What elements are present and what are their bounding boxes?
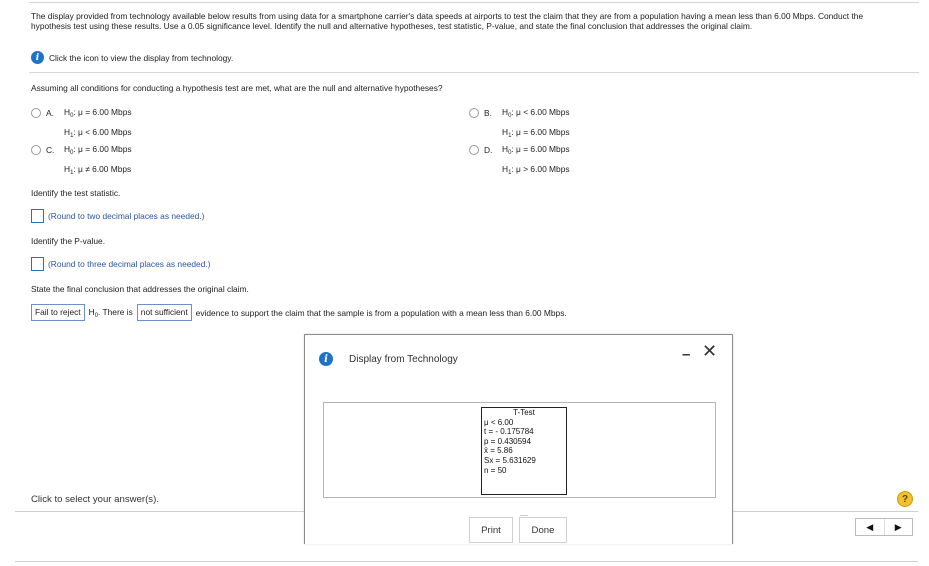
option-d-letter: D. (484, 145, 493, 155)
option-c[interactable] (31, 144, 132, 181)
p-value-hint: (Round to three decimal places as needed.) (48, 259, 211, 269)
dialog-title: Display from Technology (349, 354, 458, 365)
option-a-radio[interactable] (31, 108, 41, 118)
t-test-title: T-Test (513, 408, 535, 417)
minimize-icon[interactable]: – (682, 346, 691, 363)
hypotheses-question: Assuming all conditions for conducting a hypothesis test are met, what are the null and alternative hypotheses? (31, 83, 443, 93)
option-c-radio[interactable] (31, 145, 41, 155)
option-d-radio[interactable] (469, 145, 479, 155)
option-c-h1: : μ ≠ 6.00 Mbps (73, 163, 132, 174)
option-a-letter: A. (46, 108, 54, 118)
previous-arrow-icon[interactable]: ◀ (866, 521, 874, 532)
reject-decision-dropdown[interactable]: Fail to reject (31, 304, 85, 321)
option-c-hypotheses: $H_0$: μ = 6.00 Mbps $H_1$: μ ≠ 6.00 Mbps (64, 144, 132, 176)
close-icon[interactable]: ✕ (702, 341, 718, 361)
t-test-line: μ < 6.00 (484, 417, 514, 427)
conclusion-claim-text: evidence to support the claim that the sample is from a population with a mean less than 6.00 Mbps. (195, 307, 567, 318)
footer-divider (15, 561, 918, 562)
option-b-letter: B. (484, 108, 492, 118)
option-b-h0: : μ < 6.00 Mbps (511, 107, 570, 117)
dialog-separator (520, 515, 528, 516)
option-a-hypotheses: $H_0$: μ = 6.00 Mbps $H_1$: μ < 6.00 Mbps (64, 107, 132, 139)
option-b-h1: : μ = 6.00 Mbps (511, 126, 570, 137)
option-a-h0: : μ = 6.00 Mbps (73, 107, 132, 117)
print-button[interactable]: Print (469, 517, 513, 543)
t-test-output (481, 407, 567, 495)
final-conclusion-sentence (31, 304, 567, 321)
option-d-h1: : μ > 6.00 Mbps (511, 163, 570, 174)
p-value-label: Identify the P-value. (31, 236, 106, 246)
option-b-radio[interactable] (469, 108, 479, 118)
conclusion-h0: $H_0$. There is (88, 306, 133, 319)
help-icon[interactable]: ? (897, 491, 913, 507)
option-c-h0: : μ = 6.00 Mbps (73, 144, 132, 154)
info-link-text[interactable]: Click the icon to view the display from technology. (49, 52, 234, 63)
evidence-dropdown[interactable]: not sufficient (137, 304, 192, 321)
option-a[interactable] (31, 107, 132, 144)
t-test-line: p = 0.430594 (484, 436, 531, 446)
option-a-h1: : μ < 6.00 Mbps (73, 126, 132, 137)
next-arrow-icon[interactable]: ▶ (884, 519, 913, 535)
option-d-h0: : μ = 6.00 Mbps (511, 144, 570, 154)
info-icon[interactable]: i (31, 51, 44, 64)
option-d[interactable] (469, 144, 570, 181)
final-conclusion-label: State the final conclusion that addresses the original claim. (31, 284, 249, 294)
technology-output-panel (323, 402, 716, 498)
done-button[interactable]: Done (519, 517, 567, 543)
p-value-input[interactable] (31, 257, 44, 271)
question-navigation (855, 518, 913, 536)
dialog-info-icon: i (319, 352, 333, 366)
technology-display-dialog (304, 334, 733, 544)
t-test-line: x̄ = 5.86 (484, 446, 513, 456)
test-statistic-input[interactable] (31, 209, 44, 223)
option-c-letter: C. (46, 145, 55, 155)
test-statistic-label: Identify the test statistic. (31, 188, 121, 198)
option-b[interactable] (469, 107, 570, 144)
t-test-line: Sx = 5.631629 (484, 455, 536, 465)
test-statistic-hint: (Round to two decimal places as needed.) (48, 211, 205, 221)
t-test-line: n = 50 (484, 465, 507, 475)
option-d-hypotheses: $H_0$: μ = 6.00 Mbps $H_1$: μ > 6.00 Mbps (502, 144, 570, 176)
problem-statement: The display provided from technology available below results from using data for a smartphone carrier's data speeds at airports to test the claim that they are from a population having a mean less than 6.00 Mbps. Conduct the hypothesis test using these results. Use a 0.05 significance level. Identify the null and alternative hypotheses, test statistic, P-value, and state the final conclusion that addresses the original claim. (31, 11, 864, 32)
status-text: Click to select your answer(s). (31, 494, 159, 505)
technology-display-link[interactable] (31, 51, 233, 64)
section-divider (29, 72, 919, 73)
option-b-hypotheses: $H_0$: μ < 6.00 Mbps $H_1$: μ = 6.00 Mbps (502, 107, 570, 139)
top-divider (29, 2, 919, 3)
t-test-line: t = - 0.175784 (484, 427, 534, 437)
